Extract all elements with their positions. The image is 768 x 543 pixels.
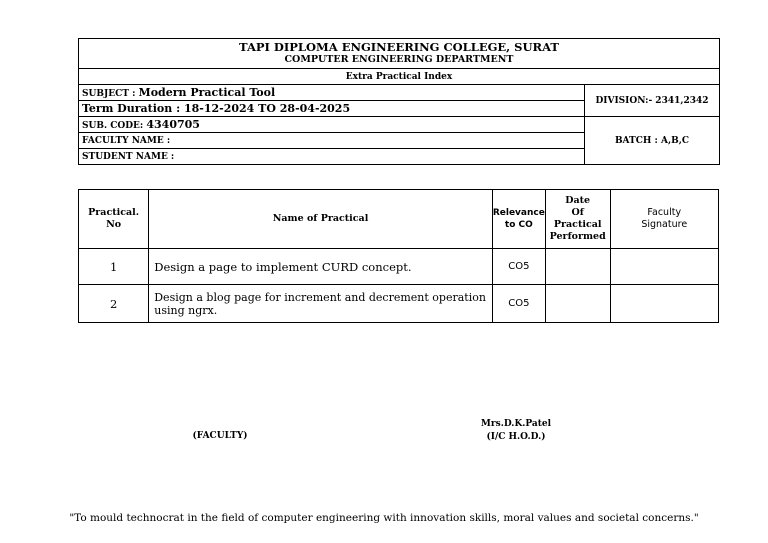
term-value: 18-12-2024 TO 28-04-2025 [183,102,351,115]
row-co: CO5 [492,249,545,285]
header-table [78,38,720,165]
table-row [79,285,719,323]
row-signature [610,249,718,285]
hod-name: Mrs.D.K.Patel [480,419,552,429]
col-name-of-practical: Name of Practical [149,190,493,249]
division: DIVISION:- 2341,2342 [585,85,720,117]
row-number: 2 [79,285,149,323]
subject-label: SUBJECT : [82,89,139,99]
subcode-label: SUB. CODE: [82,121,147,131]
row-practical-name: Design a page to implement CURD concept. [149,249,493,285]
practical-table [78,189,719,323]
hod-title: (I/C H.O.D.) [486,432,546,442]
department-name: COMPUTER ENGINEERING DEPARTMENT [284,54,514,65]
table-row [79,249,719,285]
col-date-performed: Date Of Practical Performed [545,190,610,249]
table-header-row [79,190,719,249]
college-header [79,39,720,69]
row-number: 1 [79,249,149,285]
row-date [545,285,610,323]
college-name: TAPI DIPLOMA ENGINEERING COLLEGE, SURAT [239,40,559,54]
batch: BATCH : A,B,C [585,117,720,165]
col-relevance: Relevance to CO [492,190,545,249]
subcode-row [79,117,585,133]
term-row [79,101,585,117]
row-signature [610,285,718,323]
row-date [545,249,610,285]
col-practical-no: Practical. No [79,190,149,249]
faculty-signature-label: (FACULTY) [192,431,248,441]
college-motto: "To mould technocrat in the field of computer engineering with innovation skills, moral values and societal concerns." [69,512,699,524]
row-practical-name: Design a blog page for increment and decrement operation using ngrx. [149,285,493,323]
subject-row [79,85,585,101]
row-co: CO5 [492,285,545,323]
index-title: Extra Practical Index [79,69,720,85]
col-faculty-signature: Faculty Signature [610,190,718,249]
subcode-value: 4340705 [146,118,200,131]
faculty-name-row: FACULTY NAME : [79,133,585,149]
term-label: Term Duration : [82,102,184,115]
student-name-row: STUDENT NAME : [79,149,585,165]
subject-value: Modern Practical Tool [138,86,276,99]
